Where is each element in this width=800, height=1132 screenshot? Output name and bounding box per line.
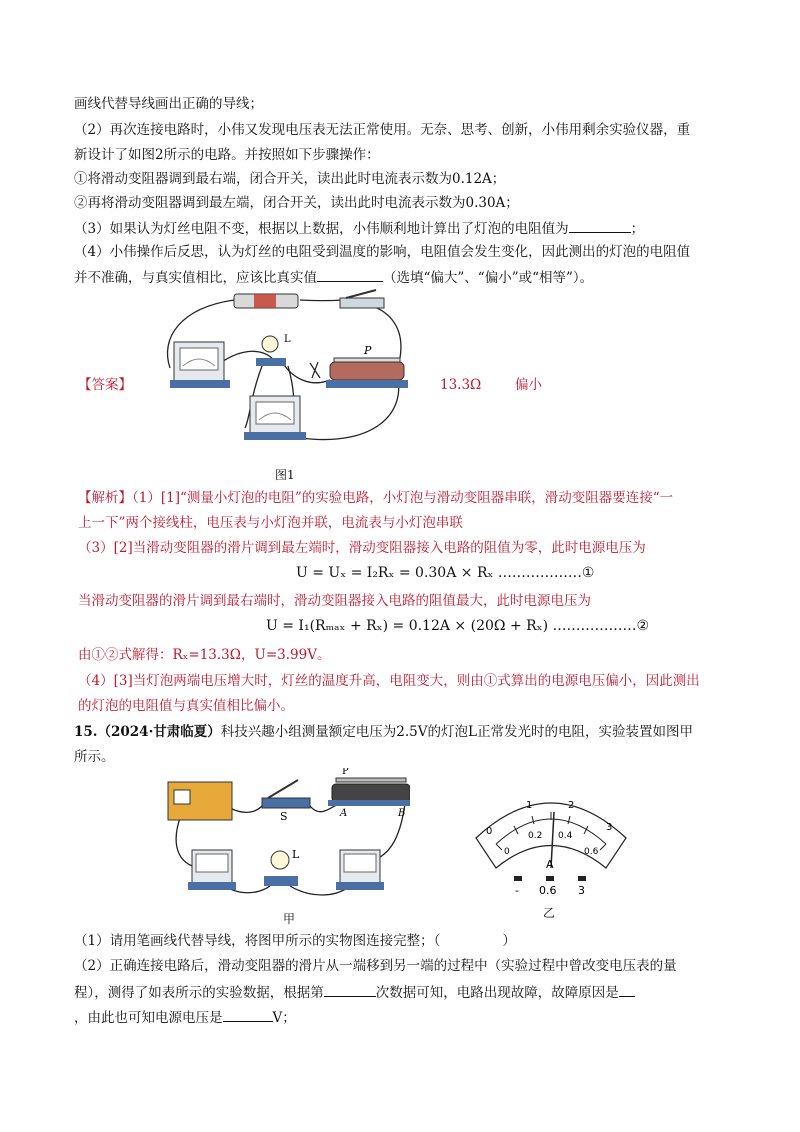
figure-caption: 图1 [275,468,295,482]
terminal-3-label: 3 [578,884,585,897]
text-line-part: V； [272,1010,296,1026]
scale-outer-3: 3 [606,822,613,833]
text-line: （2）正确连接电路后，滑动变阻器的滑片从一端移到另一端的过程中（实验过程中曾改变电压表的量 [74,958,677,974]
scale-outer-0: 0 [486,826,493,837]
scale-outer-2: 2 [568,800,575,811]
analysis-line: 由①②式解得：Rₓ=13.3Ω，U=3.99V。 [78,647,331,663]
text-line: 新设计了如图2所示的电路。并按照如下步骤操作： [74,147,380,163]
text-line: ①将滑动变阻器调到最右端，闭合开关，读出此时电流表示数为0.12A； [74,171,506,187]
text-line-part: 程），测得了如表所示的实验数据，根据第 [74,985,324,1001]
text-line [74,1007,296,1027]
answer-value-resistance: 13.3Ω [440,377,482,393]
scale-inner-04: 0.4 [558,831,573,841]
scale-outer-1: 1 [526,800,533,811]
text-line: 画线代替导线画出正确的导线； [74,96,263,112]
ammeter-unit-label: A [546,858,554,871]
answer-value-bias: 偏小 [515,377,542,393]
question-15-line [74,723,693,741]
analysis-line: 当滑动变阻器的滑片调到最右端时，滑动变阻器接入电路的阻值最大，此时电源电压为 [78,593,591,609]
text-line-part: 次数据可知，电路出现故障，故障原因是 [375,985,619,1001]
text-line [74,267,593,287]
analysis-line: 上一下”两个接线柱，电压表与小灯泡并联，电流表与小灯泡串联 [78,515,463,531]
scale-inner-0: 0 [504,847,510,857]
text-line-part: 并不准确，与真实值相比，应该比真实值 [74,270,317,286]
scale-inner-06: 0.6 [584,847,599,857]
scale-inner-02: 0.2 [528,831,543,841]
figure-caption-jia: 甲 [283,912,296,926]
answer-label: 【答案】 [78,377,132,393]
terminal-a-label: A [340,808,348,819]
text-line-part: ） [502,933,516,949]
circuit-figure-1 [150,288,430,460]
text-line-part: （3）如果认为灯丝电阻不变，根据以上数据，小伟顺利地计算出了灯泡的电阻值为 [74,221,569,237]
formula-1: U = Uₓ = I₂Rₓ = 0.30A × Rₓ ………………① [296,565,595,581]
answer-blank[interactable] [619,982,635,997]
analysis-line: 的灯泡的电阻值与真实值相比偏小。 [78,698,294,714]
text-line: 所示。 [74,749,115,765]
figure-caption-yi: 乙 [543,906,556,920]
analysis-line: （3）[2]当滑动变阻器的滑片调到最左端时，滑动变阻器接入电路的阻值为零，此时电源电压为 [78,540,646,556]
question-text: 科技兴趣小组测量额定电压为2.5V的灯泡L正常发光时的电阻，实验装置如图甲 [220,724,693,740]
circuit-figure-jia [160,768,410,918]
answer-blank[interactable] [223,1007,273,1022]
answer-blank[interactable] [569,218,631,233]
question-source: （2024·甘肃临夏） [97,724,221,740]
analysis-line: （4）[3]当灯泡两端电压增大时，灯丝的温度升高，电阻变大，则由①式算出的电源电压偏小，因此测出 [78,673,700,689]
terminal-06-label: 0.6 [539,884,557,897]
answer-blank[interactable] [324,982,376,997]
question-number: 15. [74,724,98,740]
lamp-label-l: L [292,848,300,861]
answer-blank[interactable] [317,267,383,282]
terminal-minus-label: - [515,884,519,897]
analysis-line: 【解析】（1）[1]“测量小灯泡的电阻”的实验电路，小灯泡与滑动变阻器串联，滑动变阻器要连接“一 [78,490,674,506]
text-line: （2）再次连接电路时，小伟又发现电压表无法正常使用。无奈、思考、创新，小伟用剩余实验仪器，重 [74,122,691,138]
text-line [74,218,644,238]
terminal-b-label: B [398,808,406,819]
text-line [74,932,516,950]
text-line: （4）小伟操作后反思，认为灯丝的电阻受到温度的影响，电阻值会发生变化，因此测出的灯泡的电阻值 [74,244,691,260]
text-line-part: （1）请用笔画线代替导线，将图甲所示的实物图连接完整；（ [74,933,441,949]
lamp-label: L [284,334,291,345]
text-line-part: （选填“偏大”、“偏小”或“相等”）。 [383,270,594,286]
text-line-part: ； [630,221,645,237]
slider-p-label: P [342,768,349,777]
switch-label: S [280,810,288,823]
text-line-part: ，由此也可知电源电压是 [74,1010,223,1026]
text-line [74,982,635,1002]
text-line: ②再将滑动变阻器调到最左端，闭合开关，读出此时电流表示数为0.30A； [74,195,519,211]
slider-label: P [364,344,372,357]
formula-2: U = I₁(Rₘₐₓ + Rₓ) = 0.12A × (20Ω + Rₓ) ………………② [266,618,650,634]
